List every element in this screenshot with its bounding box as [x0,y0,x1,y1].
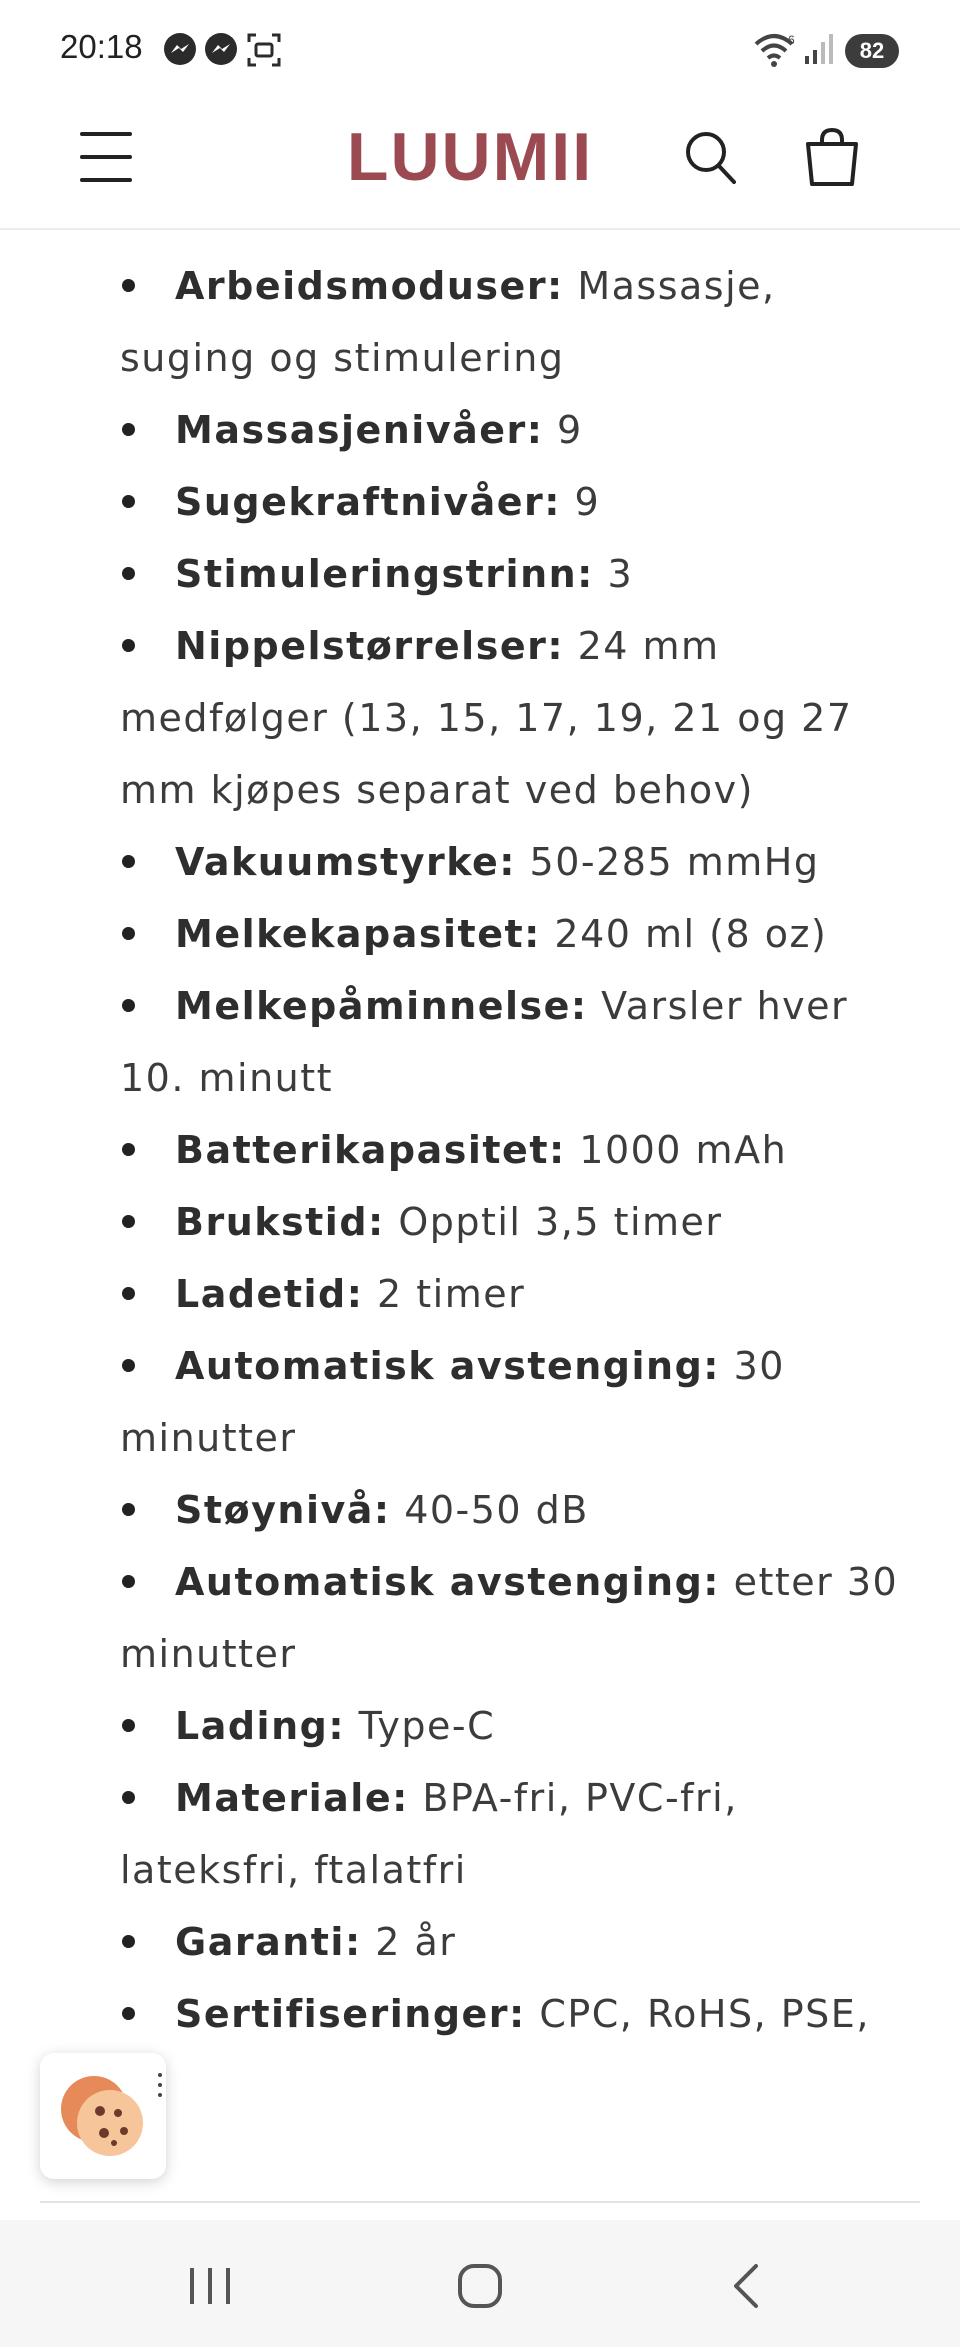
spec-key: Vakuumstyrke: [175,840,516,884]
spec-item [120,1690,910,1762]
more-options-icon [158,2073,164,2103]
cookie-icon [40,2053,166,2179]
svg-text:6: 6 [788,33,795,47]
spec-value: 9 [560,480,601,524]
spec-value: 240 ml (8 oz) [540,912,828,956]
signal-icon [803,32,835,66]
spec-item [120,466,910,538]
spec-item [120,538,910,610]
spec-item [120,1762,910,1906]
site-header [0,100,960,230]
spec-item [120,1906,910,1978]
spec-key: Automatisk avstenging: [175,1560,720,1604]
messenger-icon [163,32,197,66]
spec-value: BPA-fri, PVC-fri, lateksfri, ftalatfri [120,1776,738,1892]
home-icon[interactable] [450,2260,510,2312]
spec-item [120,1186,910,1258]
product-specifications [120,250,910,2050]
spec-item [120,1474,910,1546]
spec-key: Ladetid: [175,1272,364,1316]
spec-list [120,250,910,2050]
spec-value: CPC, RoHS, PSE, [525,1992,870,2036]
status-time: 20:18 [60,28,143,65]
bullet [122,1575,135,1588]
spec-item [120,610,910,826]
spec-value: 40-50 dB [390,1488,589,1532]
spec-key: Materiale: [175,1776,409,1820]
spec-value: Type-C [345,1704,496,1748]
wifi-icon [754,32,798,68]
spec-value: Opptil 3,5 timer [384,1200,723,1244]
bullet [122,639,135,652]
bullet [122,1287,135,1300]
bullet [122,855,135,868]
spec-value: 24 mm medfølger (13, 15, 17, 19, 21 og 27 mm kjøpes separat ved behov) [120,624,853,812]
bullet [122,927,135,940]
menu-icon[interactable] [80,132,132,186]
bullet [122,1215,135,1228]
recents-icon[interactable] [180,2260,240,2312]
bullet [122,2007,135,2020]
spec-key: Garanti: [175,1920,362,1964]
spec-item [120,970,910,1114]
bullet [122,1503,135,1516]
spec-key: Melkekapasitet: [175,912,541,956]
spec-key: Sertifiseringer: [175,1992,526,2036]
site-logo[interactable]: LUUMII [346,119,594,195]
cart-icon[interactable] [802,126,862,188]
spec-value: 50-285 mmHg [515,840,820,884]
spec-value: 30 minutter [120,1344,785,1460]
search-icon[interactable] [684,128,740,188]
spec-item [120,1546,910,1690]
spec-key: Automatisk avstenging: [175,1344,720,1388]
spec-value: etter 30 minutter [120,1560,899,1676]
spec-item [120,826,910,898]
bullet [122,1143,135,1156]
spec-item [120,394,910,466]
spec-item [120,1978,910,2050]
spec-value: Massasje, suging og stimulering [120,264,776,380]
status-bar [0,0,960,100]
spec-key: Brukstid: [175,1200,385,1244]
spec-key: Lading: [175,1704,346,1748]
bullet [122,1359,135,1372]
messenger-icon [204,32,238,66]
screenshot-icon [246,32,282,68]
bullet [122,1719,135,1732]
bullet [122,423,135,436]
bullet [122,279,135,292]
spec-item [120,1114,910,1186]
spec-value: Varsler hver 10. minutt [120,984,849,1100]
spec-key: Massasjenivåer: [175,408,544,452]
spec-item [120,898,910,970]
spec-value: 9 [543,408,583,452]
bullet [122,495,135,508]
spec-value: 1000 mAh [565,1128,788,1172]
back-icon[interactable] [718,2260,778,2312]
bullet [122,1935,135,1948]
spec-item [120,1258,910,1330]
footer-divider [40,2201,920,2203]
spec-item [120,1330,910,1474]
spec-value: 2 timer [363,1272,526,1316]
bullet [122,567,135,580]
spec-item [120,250,910,394]
spec-key: Nippelstørrelser: [175,624,565,668]
spec-key: Sugekraftnivåer: [175,480,561,524]
system-navigation-bar [0,2220,960,2347]
spec-key: Melkepåminnelse: [175,984,588,1028]
spec-key: Stimuleringstrinn: [175,552,594,596]
bullet [122,1791,135,1804]
spec-value: 2 år [361,1920,457,1964]
spec-key: Batterikapasitet: [175,1128,566,1172]
spec-key: Arbeidsmoduser: [175,264,564,308]
spec-key: Støynivå: [175,1488,391,1532]
battery-indicator: 82 [845,34,899,68]
cookie-settings-button[interactable] [40,2053,166,2179]
bullet [122,999,135,1012]
spec-value: 3 [593,552,634,596]
